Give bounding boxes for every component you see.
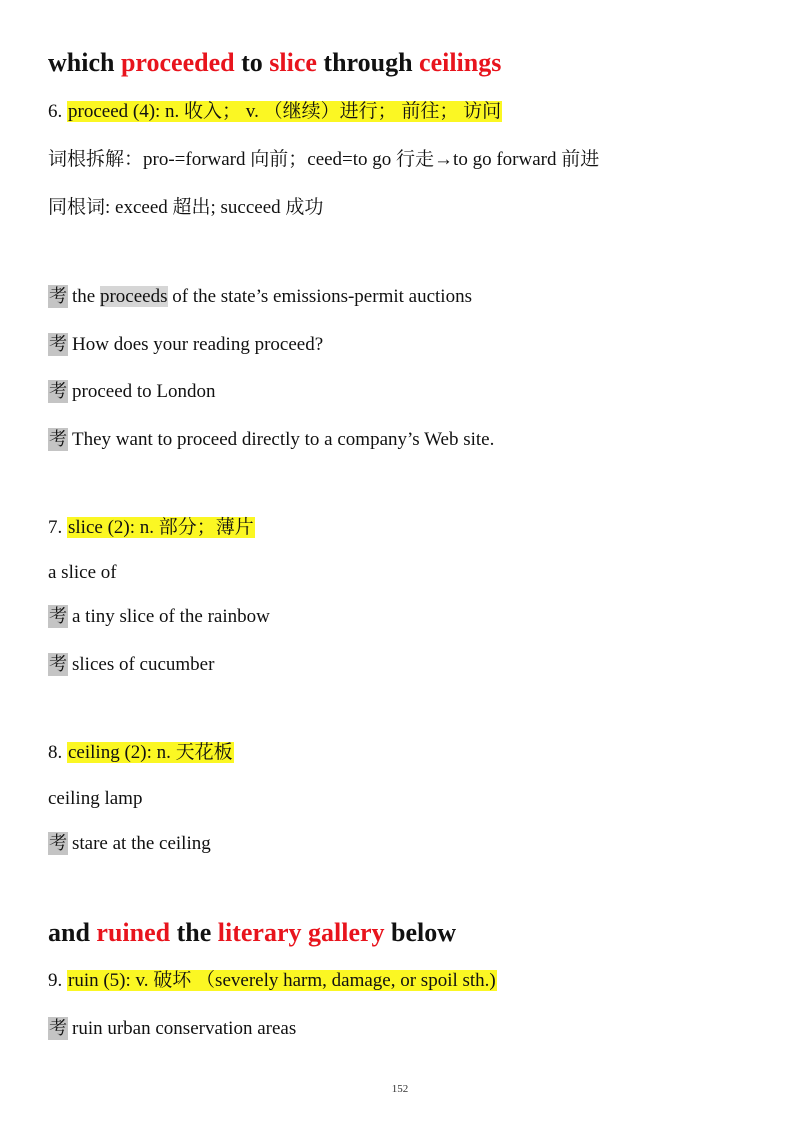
example-text: They want to proceed directly to a company’s Web site. <box>72 429 495 450</box>
example-text: the <box>72 286 100 307</box>
example-text: of the state’s emissions-permit auctions <box>167 286 472 307</box>
entry-number: 7. <box>48 517 67 538</box>
heading-word: which <box>48 48 115 77</box>
example-text: stare at the ceiling <box>72 833 211 854</box>
example-text: ruin urban conservation areas <box>72 1018 297 1039</box>
exam-tag-icon: 考 <box>49 1018 67 1039</box>
example-line <box>48 605 270 629</box>
highlighted-term: proceeds <box>99 286 168 307</box>
cognate-words: 同根词: exceed 超出; succeed 成功 <box>48 197 324 218</box>
page-number: 152 <box>391 1083 409 1095</box>
example-text: a tiny slice of the rainbow <box>72 606 270 627</box>
example-line <box>48 285 472 309</box>
example-text: slices of cucumber <box>72 654 215 675</box>
exam-tag-icon: 考 <box>49 286 67 307</box>
exam-tag-icon: 考 <box>49 654 67 675</box>
example-line <box>48 333 323 357</box>
vocab-entry-proceed <box>48 101 502 124</box>
section-heading-1 <box>48 47 501 78</box>
entry-definition: ruin (5): v. 破坏 （severely harm, damage, or spoil sth.) <box>68 970 496 991</box>
heading-keyword: literary gallery <box>217 918 385 947</box>
example-text: How does your reading proceed? <box>72 334 324 355</box>
root-breakdown: 词根拆解：pro-=forward 向前；ceed=to go 行走→to go forward 前进 <box>48 149 600 170</box>
heading-word: below <box>391 918 457 947</box>
exam-tag-icon: 考 <box>49 334 67 355</box>
example-text: proceed to London <box>72 381 216 402</box>
example-line <box>48 653 214 677</box>
heading-word: to <box>241 48 263 77</box>
example-line <box>48 428 494 452</box>
phrase-line: ceiling lamp <box>48 788 143 809</box>
example-line <box>48 1017 296 1041</box>
vocab-entry-slice <box>48 517 255 540</box>
entry-definition: ceiling (2): n. 天花板 <box>68 742 233 763</box>
phrase-line: a slice of <box>48 562 117 583</box>
heading-word: through <box>323 48 413 77</box>
exam-tag-icon: 考 <box>49 381 67 402</box>
entry-definition: proceed (4): n. 收入； v. （继续）进行； 前往； 访问 <box>68 101 502 122</box>
heading-keyword: ruined <box>96 918 171 947</box>
vocab-entry-ceiling <box>48 742 234 765</box>
exam-tag-icon: 考 <box>49 833 67 854</box>
heading-keyword: ceilings <box>419 48 502 77</box>
heading-keyword: proceeded <box>120 48 235 77</box>
entry-number: 9. <box>48 970 67 991</box>
exam-tag-icon: 考 <box>49 429 67 450</box>
entry-number: 6. <box>48 101 67 122</box>
heading-word: the <box>176 918 212 947</box>
vocab-entry-ruin <box>48 970 497 993</box>
entry-number: 8. <box>48 742 67 763</box>
heading-keyword: slice <box>269 48 317 77</box>
example-line <box>48 380 216 404</box>
exam-tag-icon: 考 <box>49 606 67 627</box>
heading-word: and <box>48 918 90 947</box>
example-line <box>48 832 211 856</box>
entry-definition: slice (2): n. 部分；薄片 <box>68 517 254 538</box>
section-heading-2 <box>48 917 456 948</box>
